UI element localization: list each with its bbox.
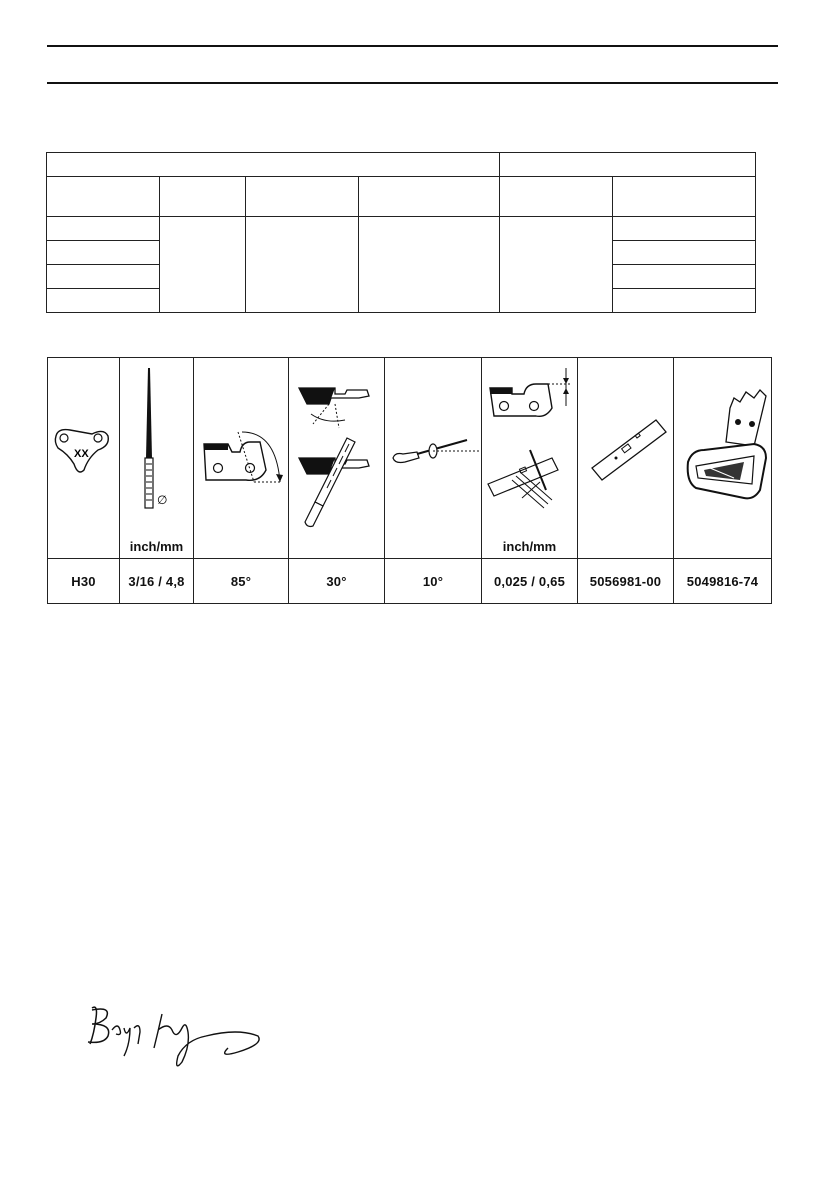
illustration-cell-flat-gauge	[578, 358, 674, 559]
file-tilt-angle-icon	[385, 358, 482, 558]
spec-cell	[47, 241, 160, 265]
illustration-cell-chain	[48, 358, 120, 559]
cutter-marking-text: XX	[74, 448, 89, 460]
value-top-plate-angle: 85°	[194, 559, 289, 604]
value-cutter-type: H30	[48, 559, 120, 604]
depth-gauge-icon	[482, 358, 578, 558]
spec-cell	[47, 265, 160, 289]
header-rule-top	[47, 45, 778, 47]
illustration-cell-file-guide	[674, 358, 772, 559]
spec-cell-merged	[160, 217, 246, 313]
illustration-cell-depth-gauge	[482, 358, 578, 559]
illustration-cell-top-plate	[194, 358, 289, 559]
value-flat-gauge-part-number: 5056981-00	[578, 559, 674, 604]
file-guide-tool-icon	[674, 358, 772, 558]
spec-table	[46, 152, 756, 313]
signature-image	[78, 1000, 278, 1075]
spec-cell-merged	[246, 217, 359, 313]
illustration-cell-file-tilt	[385, 358, 482, 559]
spec-cell-merged	[500, 217, 613, 313]
value-file-tilt-angle: 10°	[385, 559, 482, 604]
illustration-cell-filing-angle	[289, 358, 385, 559]
flat-gauge-tool-icon	[578, 358, 674, 558]
spec-col-head-6	[613, 177, 756, 217]
spec-col-head-3	[246, 177, 359, 217]
spec-header-left	[47, 153, 500, 177]
spec-cell	[47, 289, 160, 313]
value-file-guide-part-number: 5049816-74	[674, 559, 772, 604]
spec-cell	[613, 289, 756, 313]
spec-cell-merged	[359, 217, 500, 313]
sharpening-table	[47, 357, 772, 604]
illustration-cell-file	[120, 358, 194, 559]
spec-header-right	[500, 153, 756, 177]
chain-link-marking-icon	[48, 358, 120, 558]
spec-cell	[47, 217, 160, 241]
spec-col-head-2	[160, 177, 246, 217]
spec-col-head-5	[500, 177, 613, 217]
file-unit-label: inch/mm	[129, 539, 184, 554]
value-depth-gauge: 0,025 / 0,65	[482, 559, 578, 604]
top-plate-angle-icon	[194, 358, 289, 558]
spec-cell	[613, 265, 756, 289]
depth-gauge-unit-label: inch/mm	[502, 539, 557, 554]
spec-cell	[613, 241, 756, 265]
value-filing-angle: 30°	[289, 559, 385, 604]
spec-cell	[613, 217, 756, 241]
value-file-diameter: 3/16 / 4,8	[120, 559, 194, 604]
spec-col-head-1	[47, 177, 160, 217]
filing-angle-icon	[289, 358, 385, 558]
diameter-symbol: ∅	[157, 493, 168, 507]
header-rule-second	[47, 82, 778, 84]
spec-col-head-4	[359, 177, 500, 217]
round-file-icon	[120, 358, 194, 558]
